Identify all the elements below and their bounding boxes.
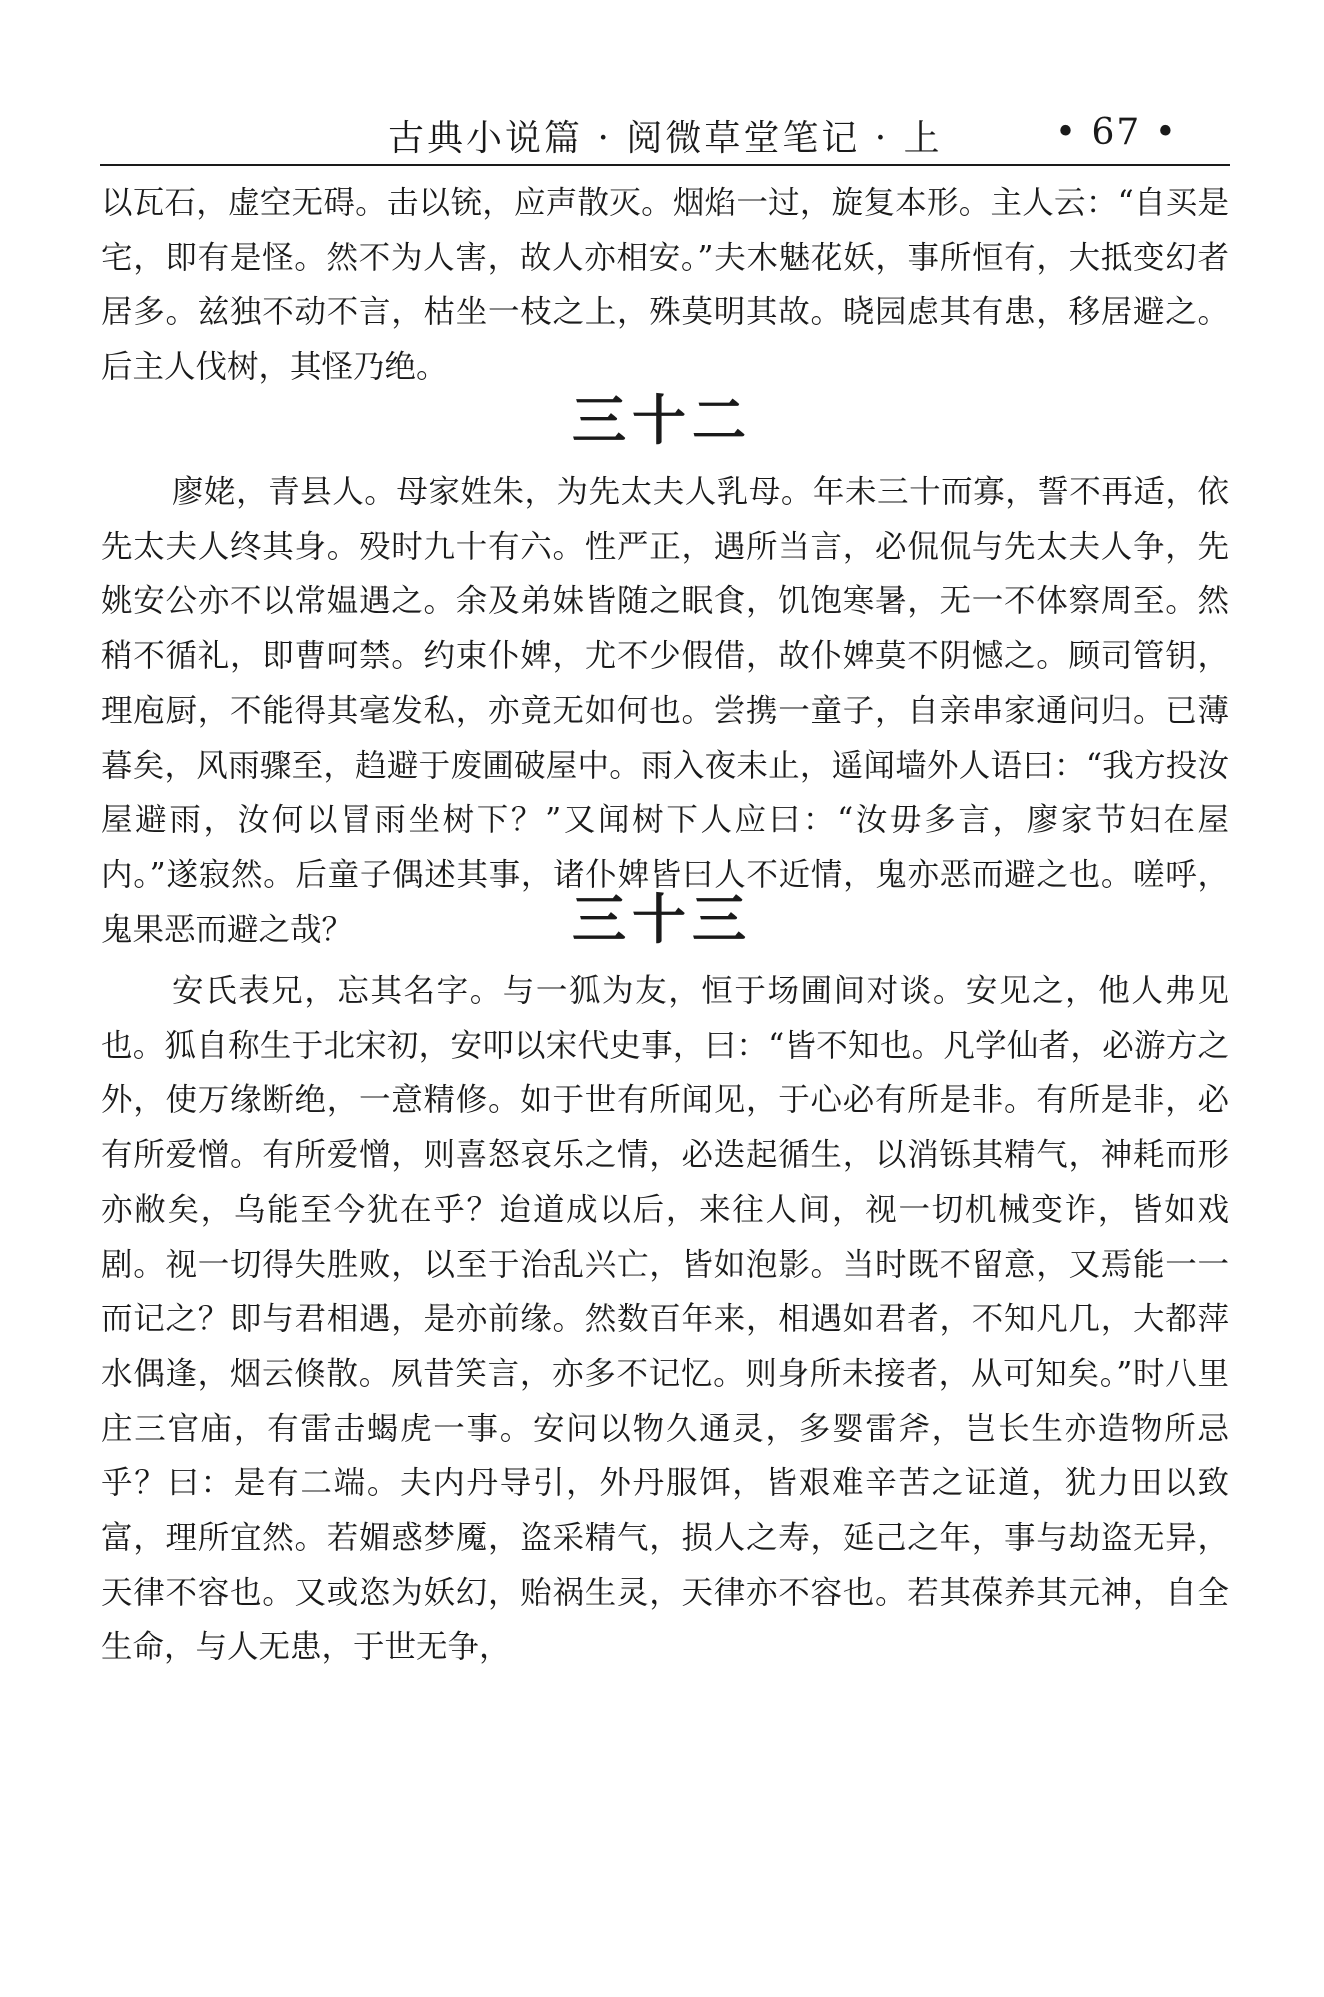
page-number: • 67 • <box>1054 112 1178 153</box>
running-header <box>100 108 1230 166</box>
section-paragraph-32: 廖姥，青县人。母家姓朱，为先太夫人乳母。年未三十而寡，誓不再适，依先太夫人终其身。殁时九十有六。性严正，遇所当言，必侃侃与先太夫人争，先姚安公亦不以常媪遇之。余及弟妹皆随之眠食，饥饱寒暑，无一不体察周至。然稍不循礼，即曹呵禁。约束仆婢，尤不少假借，故仆婢莫不阴憾之。顾司管钥，理庖厨，不能得其毫发私，亦竟无如何也。尝携一童子，自亲串家通问归。已薄暮矣，风雨骤至，趋避于废圃破屋中。雨入夜未止，遥闻墙外人语曰：“我方投汝屋避雨，汝何以冒雨坐树下？”又闻树下人应曰：“汝毋多言，廖家节妇在屋内。”遂寂然。后童子偶述其事，诸仆婢皆曰人不近情，鬼亦恶而避之也。嗟呼，鬼果恶而避之哉？ <box>101 474 1229 948</box>
intro-paragraph: 以瓦石，虚空无碍。击以铳，应声散灭。烟焰一过，旋复本形。主人云：“自买是宅，即有是怪。然不为人害，故人亦相安。”夫木魅花妖，事所恒有，大抵变幻者居多。兹独不动不言，枯坐一枝之上，殊莫明其故。晓园虑其有患，移居避之。后主人伐树，其怪乃绝。 <box>101 185 1229 386</box>
section-title-32: 三十二 <box>572 388 752 452</box>
header-title: 古典小说篇 · 阅微草堂笔记 · 上 <box>388 118 943 159</box>
section-paragraph-33: 安氏表兄，忘其名字。与一狐为友，恒于场圃间对谈。安见之，他人弗见也。狐自称生于北宋初，安叩以宋代史事，曰：“皆不知也。凡学仙者，必游方之外，使万缘断绝，一意精修。如于世有所闻见，于心必有所是非。有所是非，必有所爱憎。有所爱憎，则喜怒哀乐之情，必迭起循生，以消铄其精气，神耗而形亦敝矣，乌能至今犹在乎？迨道成以后，来往人间，视一切机械变诈，皆如戏剧。视一切得失胜败，以至于治乱兴亡，皆如泡影。当时既不留意，又焉能一一而记之？即与君相遇，是亦前缘。然数百年来，相遇如君者，不知凡几，大都萍水偶逢，烟云倏散。夙昔笑言，亦多不记忆。则身所未接者，从可知矣。”时八里庄三官庙，有雷击蝎虎一事。安问以物久通灵，多婴雷斧，岂长生亦造物所忌乎？曰：是有二端。夫内丹导引，外丹服饵，皆艰难辛苦之证道，犹力田以致富，理所宜然。若媚惑梦魇，盗采精气，损人之寿，延己之年，事与劫盗无异，天律不容也。又或恣为妖幻，贻祸生灵，天律亦不容也。若其葆养其元神，自全生命，与人无患，于世无争， <box>101 973 1229 1666</box>
section-title-33: 三十三 <box>572 887 752 951</box>
